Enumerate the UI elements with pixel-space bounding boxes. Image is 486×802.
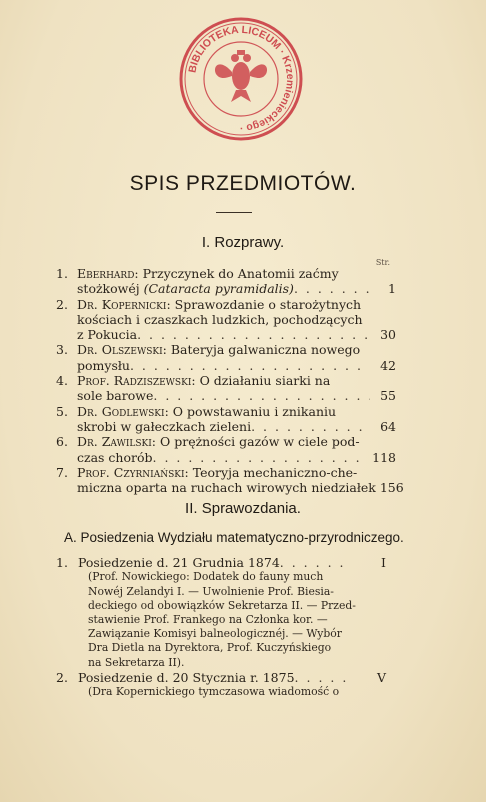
entry-text: sole barowe [77,388,154,404]
list-item [56,670,386,700]
detail-line: deckiego od obowiązków Sekretarza II. — Przed- [88,598,356,612]
entry-page: V [376,669,386,685]
detail-line: Dra Dietla na Dyrektora, Prof. Kuczyńskiego [88,641,332,655]
entry-text: O powstawaniu i znikaniu [172,403,337,419]
entry-number: 1. [56,555,68,570]
entry-text: z Pokucia [77,327,138,343]
section-heading-rozprawy: I. Rozprawy. [201,234,285,251]
entry-text: O działaniu siarki na [199,373,331,389]
list-item [56,297,396,343]
entry-text: Sprawozdanie o starożytnych [174,296,362,312]
entry-author: Prof. Czyrniański: [77,464,189,480]
entry-number: 4. [56,373,68,389]
detail-line: stawienie Prof. Frankego na Członka kor. — [88,612,328,626]
entry-text: O prężności gazów w ciele pod- [160,434,360,450]
entry-page: 1 [388,281,396,297]
rozprawy-list [56,266,404,496]
sprawozdania-list [56,555,386,699]
entry-number: 6. [56,434,68,450]
entry-number: 1. [56,266,68,281]
detail-line: na Sekretarza II). [88,655,185,669]
entry-author: Dr. Kopernicki: [77,296,171,312]
entry-author: Prof. Radziszewski: [77,373,196,389]
entry-page: I [381,555,386,570]
entry-details [78,570,386,669]
detail-line: Zawiązanie Komisyi balneologicznéj. — Wybór [88,627,342,641]
subsection-heading: A. Posiedzenia Wydziału matematyczno-przyrodniczego. [64,530,404,545]
entry-text: Posiedzenie d. 21 Grudnia 1874 [78,555,280,570]
entry-text: skrobi w gałeczkach zieleni [77,418,252,434]
entry-number: 5. [56,403,68,419]
detail-line: (Dra Kopernickiego tymczasowa wiadomość o [88,685,340,699]
list-item [56,373,396,404]
entry-page: 118 [372,449,396,465]
entry-author: Dr. Godlewski: [77,403,169,419]
entry-number: 2. [56,669,68,685]
entry-text: Przyczynek do Anatomii zaćmy [142,266,339,281]
list-item [56,434,396,465]
entry-page: 156 [379,480,404,496]
entry-author: Dr. Olszewski: [77,342,167,358]
library-stamp [176,14,306,144]
entry-number: 7. [56,464,68,480]
entry-text: Teoryja mechaniczno-che- [192,464,358,480]
entry-text: kościach i czaszkach ludzkich, pochodzących [77,311,363,327]
list-item [56,342,396,373]
list-item [56,555,386,670]
entry-text: stożkowéj [77,281,140,297]
entry-latin-term: (Cataracta pyramidalis) [143,281,294,297]
entry-page: 42 [380,357,396,373]
entry-page: 55 [380,388,396,404]
entry-text: Posiedzenie d. 20 Stycznia r. 1875 [78,669,295,685]
page-column-label: Str. [375,258,390,267]
entry-text: miczna oparta na ruchach wirowych niedziałek [77,480,376,496]
entry-details [78,685,386,699]
section-heading-sprawozdania: II. Sprawozdania. [185,500,301,517]
entry-author: Eberhard: [77,266,139,281]
svg-text:BIBLIOTEKA LICEUM · Krzemienie: BIBLIOTEKA LICEUM · Krzemienieckiego · [186,23,297,135]
detail-line: Nowéj Zelandyi I. — Uwolnienie Prof. Biesia- [88,584,334,598]
detail-line: (Prof. Nowickiego: Dodatek do fauny much [88,570,324,584]
title-divider [216,212,252,213]
entry-page: 64 [380,418,396,434]
entry-page: 30 [380,327,396,343]
list-item [56,266,396,297]
entry-text: czas chorób [77,449,153,465]
list-item [56,464,404,496]
list-item [56,404,396,435]
entry-number: 3. [56,342,68,358]
page-title: SPIS PRZEDMIOTÓW. [129,172,357,195]
entry-text: pomysłu [77,357,130,373]
entry-text: Bateryja galwaniczna nowego [170,342,361,358]
entry-author: Dr. Zawilski: [77,434,157,450]
entry-number: 2. [56,296,68,312]
stamp-seal-icon [176,14,306,144]
